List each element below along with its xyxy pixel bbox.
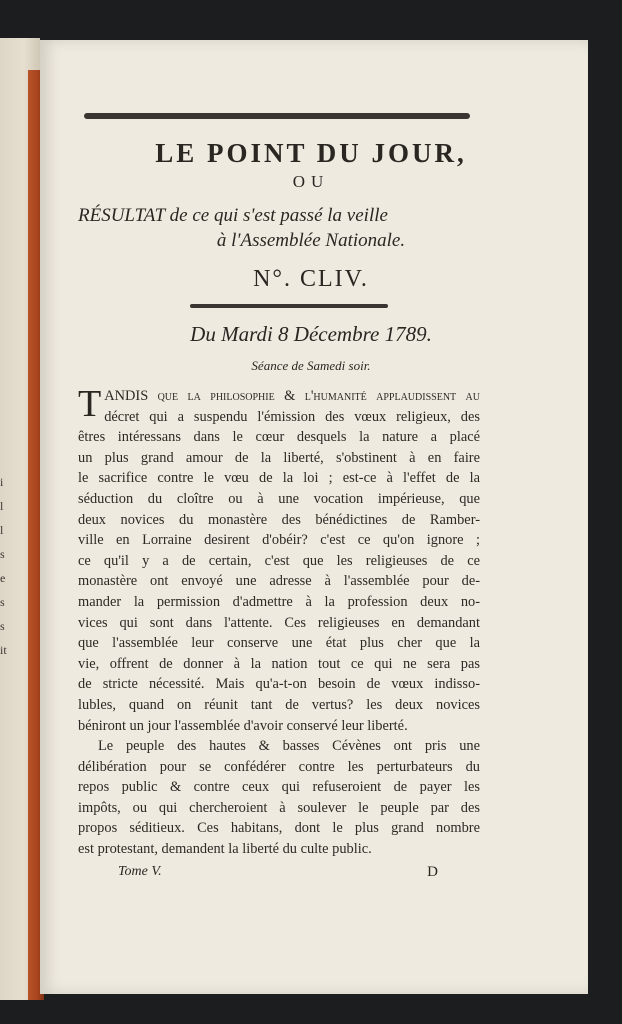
middle-rule bbox=[190, 304, 388, 308]
body-line: séduction du cloître ou à une vocation impérieuse, que bbox=[78, 490, 480, 507]
paragraph-2-line: Le peuple des hautes & basses Cévènes ont pris une bbox=[98, 738, 480, 755]
paragraph-2-line: est protestant, demandent la liberté du culte public. bbox=[78, 841, 372, 858]
body-line-first: TANDIS que la philosophie & l'humanité applaudissent au bbox=[78, 383, 480, 425]
session-heading: Séance de Samedi soir. bbox=[251, 358, 371, 373]
body-line: êtres intéressans dans le cœur desquels la nature a placé bbox=[78, 429, 480, 446]
body-line: monastère ont envoyé une adresse à l'assemblée pour de- bbox=[78, 573, 480, 590]
body-line: décret qui a suspendu l'émission des vœux religieux, des bbox=[104, 408, 480, 425]
subtitle-line-1: RÉSULTAT de ce qui s'est passé la veille bbox=[78, 205, 388, 226]
article-body bbox=[78, 383, 480, 860]
issue-date: Du Mardi 8 Décembre 1789. bbox=[190, 322, 432, 346]
body-line: de stricte nécessité. Mais qu'a-t-on besoin de vœux indisso- bbox=[78, 676, 480, 693]
body-line: un plus grand amour de la liberté, s'obstinent à en faire bbox=[78, 449, 480, 466]
paragraph-2-line: impôts, ou qui chercheroient à soulever le peuple par des bbox=[78, 799, 480, 816]
body-line: vices qui sont dans l'attente. Ces religieuses en demandant bbox=[78, 614, 480, 631]
facing-letter: e bbox=[0, 571, 6, 585]
body-line: lubles, quand on réunit tant de vertus? les deux novices bbox=[78, 696, 480, 713]
newspaper-title: LE POINT DU JOUR, bbox=[155, 138, 467, 168]
subtitle-line-2: à l'Assemblée Nationale. bbox=[216, 230, 406, 251]
facing-letter: s bbox=[0, 595, 5, 609]
title-conjunction: OU bbox=[292, 172, 330, 191]
drop-cap: T bbox=[78, 383, 102, 425]
facing-letter: s bbox=[0, 547, 5, 561]
facing-letter: s bbox=[0, 619, 5, 633]
body-line: ville en Lorraine desirent d'obéir? c'est ce qu'on ignore ; bbox=[78, 532, 480, 549]
body-line: que l'assemblée leur conserve une état plus cher que la bbox=[78, 635, 480, 652]
signature-mark: D bbox=[427, 864, 438, 880]
paragraph-2-line: propos séditieux. Ces habitans, dont le plus grand nombre bbox=[78, 820, 480, 837]
facing-letter: l bbox=[0, 499, 4, 513]
body-line: deux novices du monastère des bénédictines de Ramber- bbox=[78, 511, 480, 528]
facing-letter: i bbox=[0, 475, 4, 489]
body-line: béniront un jour l'assemblée d'avoir conservé leur liberté. bbox=[78, 717, 408, 734]
top-ornamental-rule bbox=[84, 113, 470, 119]
body-line: vie, offrent de donner à la nation tout ce qui ne sera pas bbox=[78, 655, 480, 672]
issue-number: N°. CLIV. bbox=[253, 266, 369, 292]
body-line: mander la permission d'admettre à la profession deux no- bbox=[78, 593, 480, 610]
paragraph-2-line: délibération pour se confédérer contre les perturbateurs du bbox=[78, 758, 480, 775]
facing-letter: l bbox=[0, 523, 4, 537]
paragraph-2-line: repos public & contre ceux qui refuseroient de payer les bbox=[78, 779, 480, 796]
body-line: le sacrifice contre le vœu de la loi ; est-ce à l'effet de la bbox=[78, 470, 480, 487]
facing-page-letters bbox=[0, 470, 10, 662]
tome-label: Tome V. bbox=[118, 864, 162, 879]
facing-letter: it bbox=[0, 643, 7, 657]
body-line: ce qu'il y a de certain, c'est que les religieuses de ce bbox=[78, 552, 480, 569]
